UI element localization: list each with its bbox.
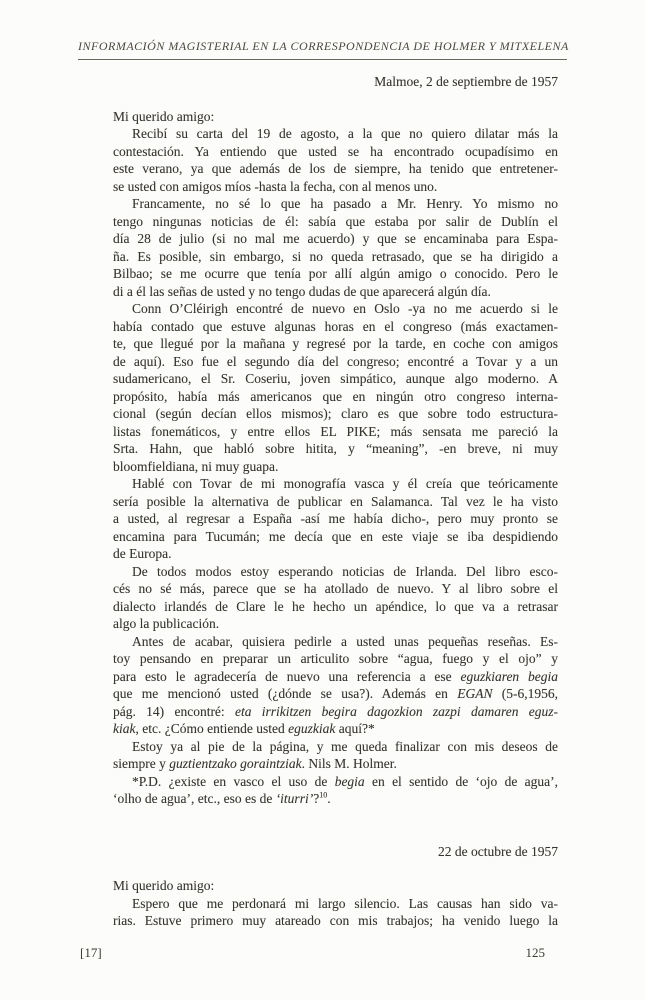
letter-line: día 28 de julio (si no mal me acuerdo) y que se encaminaba para Espa- (113, 231, 558, 246)
letter-line: cés no sé más, parece que se ha atollado de nuevo. Y al libro sobre el (113, 581, 558, 596)
letter-line: Bilbao; se me ocurre que tenía por allí algún amigo o conocido. Pero le (113, 266, 558, 281)
letter-line: dialecto irlandés de Clare le he hecho un apéndice, lo que va a retrasar (113, 598, 558, 614)
letter-line: Hablé con Tovar de mi monografía vasca y él creía que teóricamente (132, 476, 558, 491)
letter-line: que me mencionó usted (¿dónde se usa?). Además en EGAN (5-6,1956, (113, 686, 558, 701)
letter-dateline: Malmoe, 2 de septiembre de 1957 (374, 74, 558, 89)
letter-line: Estoy ya al pie de la página, y me queda finalizar con mis deseos de (132, 738, 558, 754)
letter-line: había contado que estuve algunas horas en el congreso (más exactamen- (113, 318, 558, 334)
letter-line: de Europa. (113, 546, 172, 561)
letter-line: rias. Estuve primero muy atareado con mis trabajos; ha venido luego la (113, 913, 558, 928)
letter-line: Espero que me perdonará mi largo silencio. Las causas han sido va- (132, 895, 558, 911)
letter-line: algo la publicación. (113, 616, 220, 631)
letter-line: cional (según decían ellos mismos); claro es que sobre todo estructura- (113, 406, 558, 421)
letter-line: a usted, al regresar a España -así me había dicho-, pero muy pronto se (113, 511, 558, 526)
letter-line: di a él las señas de usted y no tengo dudas de que aparecerá algún día. (113, 283, 491, 299)
letter-line: se usted con amigos míos -hasta la fecha, con al menos uno. (113, 178, 438, 194)
letter-line: este verano, ya que además de los de siempre, ha tenido que entretener- (113, 161, 558, 176)
footer-page-number: 125 (525, 945, 545, 960)
letter-line: sería posible la alternativa de publicar en Salamanca. Tal vez le ha visto (113, 493, 558, 509)
letter-line: tengo ningunas noticias de él: sabía que estaba por salir de Dublín el (113, 213, 558, 229)
page-footer (80, 945, 545, 961)
running-header-text: INFORMACIÓN MAGISTERIAL EN LA CORRESPONDENCIA DE HOLMER Y MITXELENA (78, 39, 569, 53)
letter-line: contestación. Ya entiendo que usted se ha encontrado ocupadísimo en (113, 143, 558, 159)
footer-signature-number: [17] (80, 945, 102, 960)
letter-line: te, que llegué por la mañana y regresé por la tarde, en coche con amigos (113, 336, 558, 351)
letter-line: Francamente, no sé lo que ha pasado a Mr. Henry. Yo mismo no (132, 196, 558, 211)
letters-container (113, 73, 558, 930)
letter-line: de aquí). Eso fue el segundo día del congreso; encontré a Tovar y a un (113, 353, 558, 369)
letter-line: listas fonemáticos, y entre ellos EL PIKE; más sensata me pareció la (113, 423, 558, 439)
letter-line: Antes de acabar, quisiera pedirle a usted unas pequeñas reseñas. Es- (132, 633, 558, 649)
letter-line: ña. Es posible, sin embargo, si no queda retrasado, que se ha dirigido a (113, 248, 558, 264)
letter-body (113, 108, 558, 808)
running-header (78, 37, 567, 60)
letter-body (113, 877, 558, 930)
letter-line: ‘olho de agua’, etc., eso es de ‘iturri’?$^{10}$. (113, 790, 331, 806)
letter-line: para esto le agradecería de nuevo una referencia a ese eguzkiaren begia (113, 668, 558, 684)
letter-line: toy pensando en preparar un articulito sobre “agua, fuego y el ojo” y (113, 651, 558, 666)
letter-line: sudamericano, el Sr. Coseriu, joven simpático, aunque algo moderno. A (113, 371, 558, 386)
letter-line: propósito, había más americanos que en ningún otro congreso interna- (113, 388, 558, 404)
letter-line: Srta. Hahn, que habló sobre hitita, y “meaning”, -en breve, ni muy (113, 441, 558, 456)
salutation-line: Mi querido amigo: (113, 878, 215, 893)
letter-line: Recibí su carta del 19 de agosto, a la que no quiero dilatar más la (132, 126, 558, 141)
letter-1 (113, 73, 558, 808)
letter-dateline: 22 de octubre de 1957 (438, 843, 558, 859)
letter-2 (113, 843, 558, 930)
salutation-line: Mi querido amigo: (113, 108, 215, 124)
letter-line: pág. 14) encontré: eta irrikitzen begira dagozkion zazpi damaren eguz- (113, 703, 558, 719)
letter-line: encamina para Tucumán; me decía que en este viaje se iba despidiendo (113, 528, 558, 544)
letter-line: Conn O’Cléirigh encontré de nuevo en Oslo -ya no me acuerdo si le (132, 301, 558, 316)
letter-line: De todos modos estoy esperando noticias de Irlanda. Del libro esco- (132, 563, 558, 579)
letter-line: *P.D. ¿existe en vasco el uso de begia en el sentido de ‘ojo de agua’, (132, 773, 558, 789)
letter-line: bloomfieldiana, ni muy guapa. (113, 458, 279, 474)
letter-line: siempre y guztientzako goraintziak. Nils M. Holmer. (113, 756, 397, 771)
letter-line: kiak, etc. ¿Cómo entiende usted eguzkiak aquí?* (113, 721, 375, 736)
